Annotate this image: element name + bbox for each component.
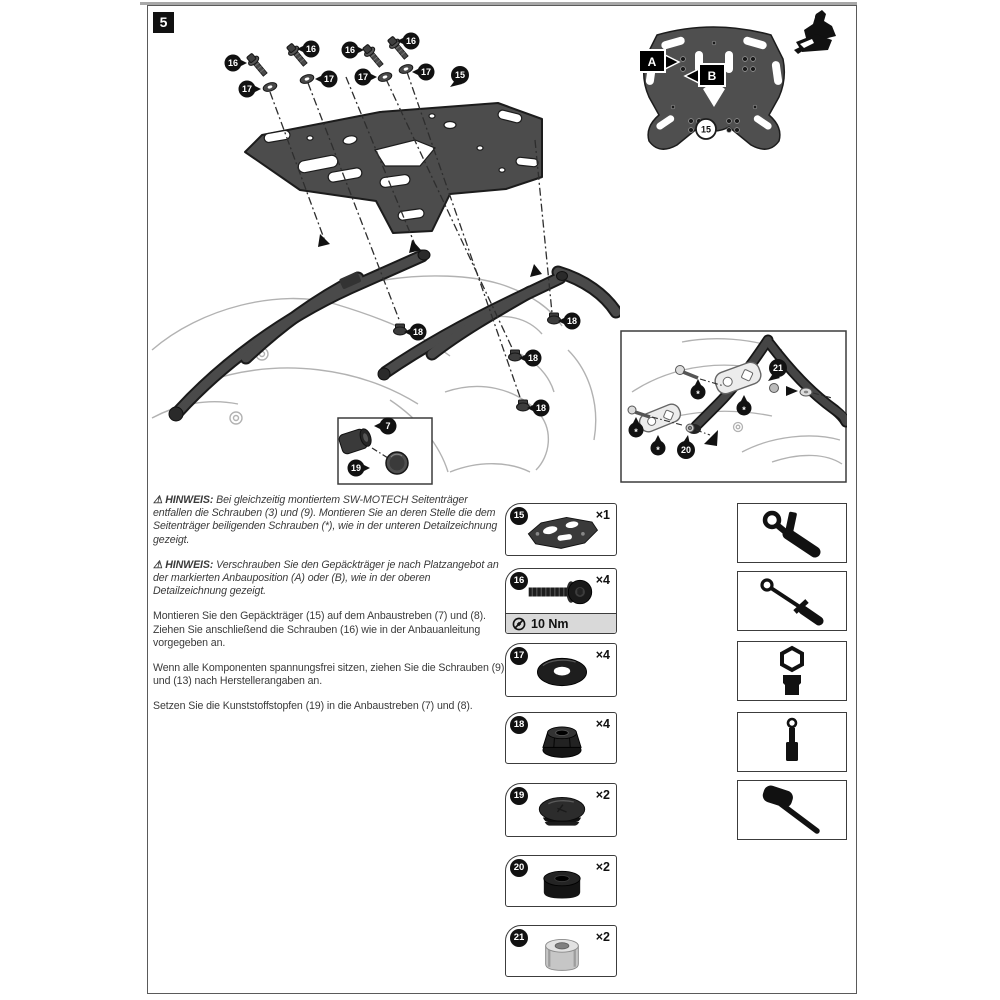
callout-17 bbox=[239, 81, 262, 98]
svg-text:*: * bbox=[656, 445, 660, 455]
instruction-step: Wenn alle Komponenten spannungsfrei sitzen, ziehen Sie die Schrauben (9) und (13) nach Herstellerangaben an. bbox=[153, 662, 505, 688]
part-number-badge: 16 bbox=[510, 572, 528, 590]
part-quantity: ×2 bbox=[595, 930, 610, 944]
callout-16 bbox=[342, 42, 365, 59]
svg-text:17: 17 bbox=[241, 84, 253, 94]
svg-text:*: * bbox=[742, 405, 746, 415]
svg-text:B: B bbox=[707, 69, 717, 83]
motorcycle-luggage-icon bbox=[792, 6, 840, 60]
torque-wrench-icon bbox=[747, 575, 837, 627]
plug-detail-inset bbox=[338, 418, 432, 485]
tool-box-torque-wrench bbox=[737, 571, 847, 631]
callout-15 bbox=[450, 66, 469, 87]
rack-plate-position-detail bbox=[633, 15, 797, 157]
part-box-20 bbox=[505, 855, 617, 907]
callout-18 bbox=[404, 324, 427, 341]
svg-text:16: 16 bbox=[344, 45, 356, 55]
svg-text:15: 15 bbox=[454, 70, 466, 80]
part-box-21 bbox=[505, 925, 617, 977]
flange-screw-photo bbox=[518, 574, 606, 610]
part-box-19 bbox=[505, 783, 617, 837]
note-2: ⚠ HINWEIS: Verschrauben Sie den Gepäckträger je nach Platzangebot an der markierten Anbauposition (A) oder (B), wie in der oberen Detailzeichnung gezeigt. bbox=[153, 558, 499, 598]
side-carrier-detail-inset bbox=[620, 330, 847, 483]
luggage-rack-plate-drawing bbox=[245, 103, 542, 233]
part-number-badge: 18 bbox=[510, 716, 528, 734]
part-quantity: ×2 bbox=[595, 860, 610, 874]
svg-text:17: 17 bbox=[420, 67, 432, 77]
svg-text:18: 18 bbox=[527, 353, 539, 363]
svg-text:16: 16 bbox=[405, 36, 417, 46]
rubber-spacer-photo bbox=[518, 864, 606, 904]
step-number-badge: 5 bbox=[153, 12, 174, 33]
tool-box-bit-ring-wrench bbox=[737, 503, 847, 563]
bit-ring-wrench-icon bbox=[747, 507, 837, 559]
part-number-badge: 20 bbox=[510, 859, 528, 877]
part-quantity: ×4 bbox=[595, 648, 610, 662]
instruction-step: Setzen Sie die Kunststoffstopfen (19) in die Anbaustreben (7) und (8). bbox=[153, 700, 473, 713]
hex-socket-icon bbox=[747, 645, 837, 697]
part-quantity: ×2 bbox=[595, 788, 610, 802]
callout-16 bbox=[225, 55, 248, 72]
note-1: ⚠ HINWEIS: Bei gleichzeitig montiertem SW-MOTECH Seitenträger entfallen die Schrauben (3) und (9). Montieren Sie an deren Stelle die dem Seitenträger beiligenden Schrauben (*), wie in der unteren Detailzeichnung gezeigt. bbox=[153, 494, 498, 546]
rack-plate-photo bbox=[518, 512, 606, 552]
svg-text:20: 20 bbox=[680, 445, 692, 455]
callout-17 bbox=[355, 69, 378, 86]
part-box-16 bbox=[505, 568, 617, 634]
tool-box-socket-extension bbox=[737, 712, 847, 772]
plastic-plug-photo bbox=[518, 792, 606, 832]
part-number-badge: 19 bbox=[510, 787, 528, 805]
svg-text:18: 18 bbox=[566, 316, 578, 326]
svg-text:21: 21 bbox=[772, 363, 784, 373]
callout-18 bbox=[558, 313, 581, 330]
metal-spacer-photo bbox=[518, 934, 606, 974]
svg-text:17: 17 bbox=[323, 74, 335, 84]
part-number-badge: 21 bbox=[510, 929, 528, 947]
torque-value: 10 Nm bbox=[531, 616, 569, 631]
part-box-15 bbox=[505, 503, 617, 556]
svg-text:*: * bbox=[696, 389, 700, 399]
svg-text:18: 18 bbox=[535, 403, 547, 413]
part-box-17 bbox=[505, 643, 617, 697]
svg-text:17: 17 bbox=[357, 72, 369, 82]
torque-icon bbox=[512, 617, 526, 631]
part-quantity: ×1 bbox=[595, 508, 610, 522]
tool-box-hex-socket bbox=[737, 641, 847, 701]
part-number-badge: 17 bbox=[510, 647, 528, 665]
rubber-mallet-icon bbox=[747, 784, 837, 836]
svg-text:18: 18 bbox=[412, 327, 424, 337]
tool-box-rubber-mallet bbox=[737, 780, 847, 840]
callout-18 bbox=[519, 350, 542, 367]
mounting-struts bbox=[169, 250, 616, 421]
svg-text:19: 19 bbox=[350, 463, 362, 473]
callout-15-detail bbox=[696, 119, 716, 139]
part-quantity: ×4 bbox=[595, 717, 610, 731]
part-number-badge: 15 bbox=[510, 507, 528, 525]
svg-text:16: 16 bbox=[227, 58, 239, 68]
part-box-18 bbox=[505, 712, 617, 764]
svg-text:16: 16 bbox=[305, 44, 317, 54]
washer-photo bbox=[518, 652, 606, 692]
callout-17 bbox=[412, 64, 435, 81]
svg-text:7: 7 bbox=[385, 421, 391, 431]
torque-spec-bar bbox=[506, 613, 616, 633]
exploded-assembly-diagram bbox=[150, 20, 620, 490]
flange-nut-photo bbox=[518, 721, 606, 761]
instruction-text bbox=[153, 494, 505, 726]
part-quantity: ×4 bbox=[595, 573, 610, 587]
socket-extension-icon bbox=[747, 716, 837, 768]
callout-17 bbox=[315, 71, 338, 88]
svg-text:15: 15 bbox=[700, 124, 712, 135]
washer-17-drawings bbox=[262, 63, 414, 93]
svg-text:*: * bbox=[634, 427, 638, 437]
instruction-step: Montieren Sie den Gepäckträger (15) auf dem Anbaustreben (7) und (8). Ziehen Sie anschließend die Schrauben (16) wie in der Anbauanleitung vorgegeben an. bbox=[153, 610, 486, 649]
svg-text:A: A bbox=[647, 55, 657, 69]
callout-18 bbox=[527, 400, 550, 417]
